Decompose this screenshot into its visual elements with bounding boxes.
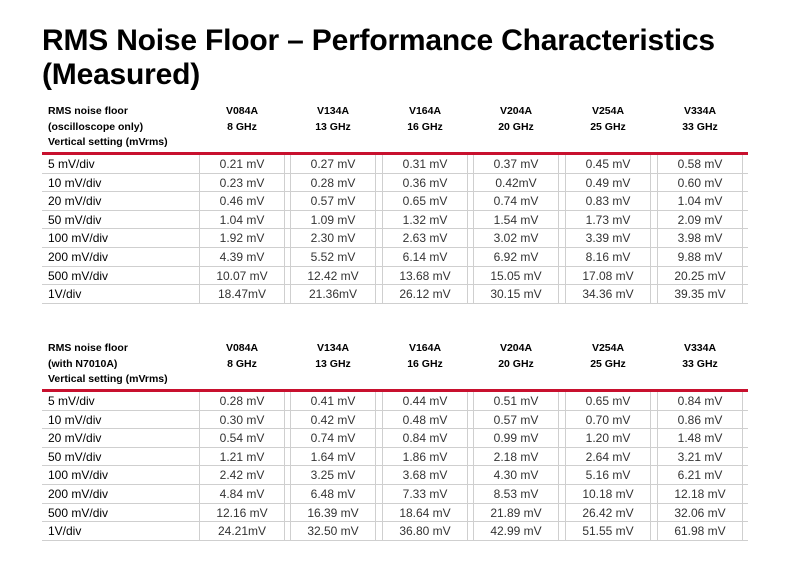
model-column-header — [293, 341, 373, 372]
noise-value-cell: 8.16 mV — [565, 248, 651, 266]
noise-value-cell: 42.99 mV — [473, 522, 559, 540]
model-bandwidth: 16 GHz — [407, 120, 443, 133]
noise-value-cell: 51.55 mV — [565, 522, 651, 540]
table-row — [42, 429, 748, 448]
noise-value-cell: 0.84 mV — [657, 392, 743, 410]
noise-value-cell: 1.73 mV — [565, 211, 651, 229]
header-label-line: RMS noise floor — [48, 105, 128, 117]
noise-value-cell: 5.16 mV — [565, 466, 651, 484]
noise-value-cell: 15.05 mV — [473, 267, 559, 285]
table-row — [42, 229, 748, 248]
noise-value-cell: 0.57 mV — [290, 192, 376, 210]
vertical-setting-label: 100 mV/div — [48, 468, 109, 483]
vertical-setting-label: 200 mV/div — [48, 249, 109, 264]
noise-value-cell: 32.50 mV — [290, 522, 376, 540]
vertical-setting-label: 5 mV/div — [48, 157, 95, 171]
noise-value-cell: 0.23 mV — [199, 174, 285, 192]
noise-value-cell: 0.65 mV — [382, 192, 468, 210]
noise-value-cell: 0.74 mV — [290, 429, 376, 447]
noise-value-cell: 0.49 mV — [565, 174, 651, 192]
model-column-header — [660, 104, 740, 135]
noise-value-cell: 39.35 mV — [657, 285, 743, 303]
header-label-line: (with N7010A) — [48, 357, 118, 370]
noise-value-cell: 0.30 mV — [199, 411, 285, 429]
table-row — [42, 485, 748, 504]
noise-value-cell: 4.39 mV — [199, 248, 285, 266]
vertical-setting-label: 100 mV/div — [48, 231, 109, 246]
noise-value-cell: 3.02 mV — [473, 229, 559, 247]
noise-value-cell: 0.42mV — [473, 174, 559, 192]
noise-value-cell: 0.70 mV — [565, 411, 651, 429]
noise-value-cell: 1.09 mV — [290, 211, 376, 229]
table-row — [42, 285, 748, 304]
noise-value-cell: 0.42 mV — [290, 411, 376, 429]
noise-value-cell: 13.68 mV — [382, 267, 468, 285]
model-bandwidth: 13 GHz — [315, 120, 351, 133]
noise-value-cell: 6.48 mV — [290, 485, 376, 503]
vertical-setting-label: 200 mV/div — [48, 486, 109, 501]
noise-value-cell: 0.99 mV — [473, 429, 559, 447]
vertical-setting-label: 1V/div — [48, 287, 82, 302]
page-title: RMS Noise Floor – Performance Characteristics (Measured) — [42, 24, 715, 91]
model-column-header — [660, 341, 740, 372]
model-bandwidth: 8 GHz — [227, 357, 257, 370]
model-name: V204A — [499, 342, 533, 354]
noise-value-cell: 0.83 mV — [565, 192, 651, 210]
table-row — [42, 392, 748, 411]
noise-value-cell: 0.54 mV — [199, 429, 285, 447]
noise-value-cell: 24.21mV — [199, 522, 285, 540]
model-bandwidth: 20 GHz — [498, 357, 534, 370]
header-label-line: (oscilloscope only) — [48, 120, 144, 133]
model-column-header — [293, 104, 373, 135]
noise-value-cell: 1.92 mV — [199, 229, 285, 247]
model-column-header — [202, 104, 282, 135]
model-column-header — [202, 341, 282, 372]
noise-value-cell: 34.36 mV — [565, 285, 651, 303]
noise-table-oscilloscope-only — [42, 100, 748, 304]
noise-value-cell: 3.68 mV — [382, 466, 468, 484]
table-row — [42, 248, 748, 267]
noise-value-cell: 26.42 mV — [565, 504, 651, 522]
header-label-line: Vertical setting (mVrms) — [48, 136, 168, 148]
noise-value-cell: 0.31 mV — [382, 155, 468, 173]
model-name: V084A — [225, 342, 259, 354]
noise-value-cell: 0.74 mV — [473, 192, 559, 210]
noise-value-cell: 0.44 mV — [382, 392, 468, 410]
noise-value-cell: 2.09 mV — [657, 211, 743, 229]
noise-value-cell: 0.65 mV — [565, 392, 651, 410]
noise-value-cell: 9.88 mV — [657, 248, 743, 266]
noise-value-cell: 2.18 mV — [473, 448, 559, 466]
noise-value-cell: 12.42 mV — [290, 267, 376, 285]
noise-value-cell: 1.48 mV — [657, 429, 743, 447]
model-bandwidth: 25 GHz — [590, 120, 626, 133]
model-name: V134A — [316, 105, 350, 117]
noise-value-cell: 6.21 mV — [657, 466, 743, 484]
model-bandwidth: 33 GHz — [682, 120, 718, 133]
vertical-setting-label: 5 mV/div — [48, 394, 95, 408]
noise-value-cell: 2.42 mV — [199, 466, 285, 484]
noise-value-cell: 21.36mV — [290, 285, 376, 303]
table-row — [42, 522, 748, 541]
model-column-header — [568, 341, 648, 372]
model-column-header — [568, 104, 648, 135]
noise-value-cell: 12.18 mV — [657, 485, 743, 503]
vertical-setting-label: 50 mV/div — [48, 212, 102, 227]
noise-value-cell: 1.20 mV — [565, 429, 651, 447]
noise-value-cell: 36.80 mV — [382, 522, 468, 540]
noise-value-cell: 0.28 mV — [199, 392, 285, 410]
noise-value-cell: 0.58 mV — [657, 155, 743, 173]
model-column-header — [476, 341, 556, 372]
noise-value-cell: 3.39 mV — [565, 229, 651, 247]
noise-value-cell: 0.86 mV — [657, 411, 743, 429]
noise-value-cell: 0.45 mV — [565, 155, 651, 173]
noise-value-cell: 12.16 mV — [199, 504, 285, 522]
noise-value-cell: 0.36 mV — [382, 174, 468, 192]
model-bandwidth: 20 GHz — [498, 120, 534, 133]
table-header — [42, 100, 748, 152]
noise-value-cell: 0.41 mV — [290, 392, 376, 410]
noise-table-with-n7010a — [42, 337, 748, 541]
noise-value-cell: 18.64 mV — [382, 504, 468, 522]
noise-value-cell: 1.21 mV — [199, 448, 285, 466]
vertical-setting-label: 10 mV/div — [48, 175, 102, 190]
noise-value-cell: 5.52 mV — [290, 248, 376, 266]
model-column-header — [385, 104, 465, 135]
vertical-setting-label: 20 mV/div — [48, 431, 102, 446]
table-row — [42, 267, 748, 286]
vertical-setting-label: 20 mV/div — [48, 194, 102, 209]
header-label-line: Vertical setting (mVrms) — [48, 373, 168, 385]
model-name: V334A — [683, 105, 717, 117]
noise-value-cell: 0.48 mV — [382, 411, 468, 429]
model-column-header — [476, 104, 556, 135]
table-row — [42, 504, 748, 523]
vertical-setting-label: 500 mV/div — [48, 268, 109, 283]
vertical-setting-label: 50 mV/div — [48, 449, 102, 464]
table-row — [42, 211, 748, 230]
noise-value-cell: 0.84 mV — [382, 429, 468, 447]
noise-value-cell: 4.30 mV — [473, 466, 559, 484]
noise-value-cell: 1.04 mV — [199, 211, 285, 229]
header-row-label — [48, 341, 168, 388]
table-row — [42, 411, 748, 430]
noise-value-cell: 32.06 mV — [657, 504, 743, 522]
vertical-setting-label: 1V/div — [48, 524, 82, 539]
noise-value-cell: 0.51 mV — [473, 392, 559, 410]
table-row — [42, 466, 748, 485]
noise-value-cell: 3.21 mV — [657, 448, 743, 466]
model-name: V254A — [591, 105, 625, 117]
noise-value-cell: 3.98 mV — [657, 229, 743, 247]
noise-value-cell: 6.92 mV — [473, 248, 559, 266]
model-name: V254A — [591, 342, 625, 354]
noise-value-cell: 1.54 mV — [473, 211, 559, 229]
noise-value-cell: 0.57 mV — [473, 411, 559, 429]
noise-value-cell: 20.25 mV — [657, 267, 743, 285]
vertical-setting-label: 10 mV/div — [48, 412, 102, 427]
noise-value-cell: 16.39 mV — [290, 504, 376, 522]
noise-value-cell: 1.64 mV — [290, 448, 376, 466]
table-row — [42, 174, 748, 193]
model-name: V134A — [316, 342, 350, 354]
noise-value-cell: 17.08 mV — [565, 267, 651, 285]
noise-value-cell: 10.07 mV — [199, 267, 285, 285]
table-row — [42, 155, 748, 174]
noise-value-cell: 7.33 mV — [382, 485, 468, 503]
vertical-setting-label: 500 mV/div — [48, 505, 109, 520]
model-bandwidth: 16 GHz — [407, 357, 443, 370]
noise-value-cell: 26.12 mV — [382, 285, 468, 303]
noise-value-cell: 18.47mV — [199, 285, 285, 303]
noise-value-cell: 0.46 mV — [199, 192, 285, 210]
noise-value-cell: 0.21 mV — [199, 155, 285, 173]
model-name: V334A — [683, 342, 717, 354]
noise-value-cell: 0.37 mV — [473, 155, 559, 173]
noise-value-cell: 10.18 mV — [565, 485, 651, 503]
table-row — [42, 448, 748, 467]
model-bandwidth: 8 GHz — [227, 120, 257, 133]
noise-value-cell: 21.89 mV — [473, 504, 559, 522]
noise-value-cell: 61.98 mV — [657, 522, 743, 540]
model-bandwidth: 33 GHz — [682, 357, 718, 370]
noise-value-cell: 2.30 mV — [290, 229, 376, 247]
noise-value-cell: 0.60 mV — [657, 174, 743, 192]
noise-value-cell: 0.27 mV — [290, 155, 376, 173]
header-label-line: RMS noise floor — [48, 342, 128, 354]
noise-value-cell: 1.32 mV — [382, 211, 468, 229]
noise-value-cell: 30.15 mV — [473, 285, 559, 303]
noise-value-cell: 3.25 mV — [290, 466, 376, 484]
noise-value-cell: 6.14 mV — [382, 248, 468, 266]
table-header — [42, 337, 748, 389]
model-name: V164A — [408, 342, 442, 354]
header-row-label — [48, 104, 168, 151]
model-name: V164A — [408, 105, 442, 117]
model-name: V084A — [225, 105, 259, 117]
noise-value-cell: 0.28 mV — [290, 174, 376, 192]
noise-value-cell: 1.04 mV — [657, 192, 743, 210]
table-row — [42, 192, 748, 211]
model-bandwidth: 25 GHz — [590, 357, 626, 370]
noise-value-cell: 4.84 mV — [199, 485, 285, 503]
noise-value-cell: 8.53 mV — [473, 485, 559, 503]
noise-value-cell: 2.64 mV — [565, 448, 651, 466]
model-name: V204A — [499, 105, 533, 117]
model-bandwidth: 13 GHz — [315, 357, 351, 370]
noise-value-cell: 2.63 mV — [382, 229, 468, 247]
noise-value-cell: 1.86 mV — [382, 448, 468, 466]
model-column-header — [385, 341, 465, 372]
